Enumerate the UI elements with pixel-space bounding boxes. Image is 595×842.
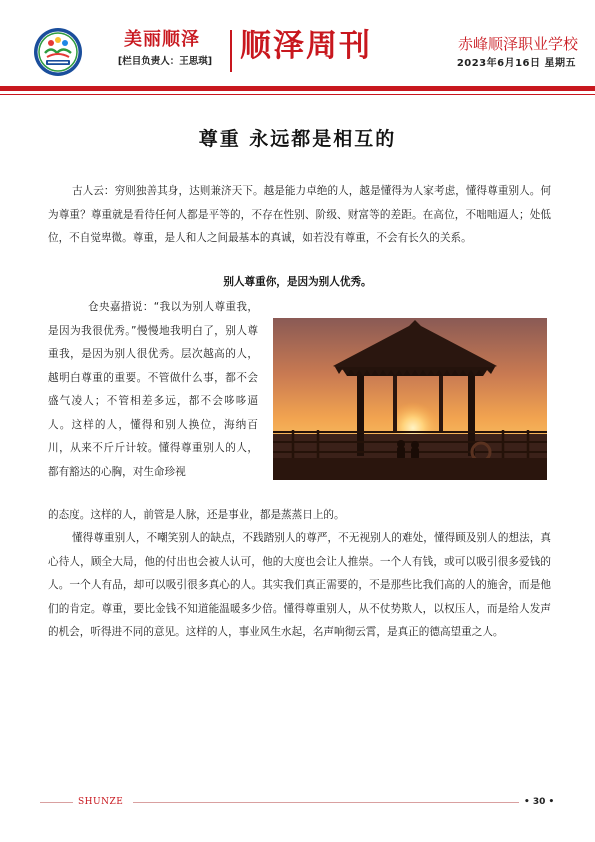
header-rule-thin [0, 94, 595, 95]
header-rule-thick [0, 86, 595, 91]
school-name: 赤峰顺泽职业学校 [457, 35, 578, 53]
article-subheading: 别人尊重你，是因为别人优秀。 [223, 276, 372, 288]
footer-rule-left [40, 802, 73, 803]
article-title: 尊重 永远都是相互的 [198, 128, 397, 150]
paragraph-2: 仓央嘉措说：“我以为别人尊重我，是因为我很优秀。”慢慢地我明白了，别人尊重我，是因为别人很优秀。层次越高的人，越明白尊重的重要。不管做什么事，都不会盛气凌人；不管相差多远，都不会哆哆逼人。这样的人，懂得和别人换位，海纳百川，从来不斤斤计较。懂得尊重别人的人，都有豁达的心胸，对生命珍视 [48, 301, 258, 478]
footer-rule-right [133, 802, 519, 803]
gazebo-sunset-photo [273, 318, 547, 480]
paragraph-1: 古人云：穷则独善其身，达则兼济天下。越是能力卓绝的人，越是懂得为人家考虑，懂得尊重别人。何为尊重？尊重就是看待任何人都是平等的，不存在性别、阶级、财富等的差距。在高位，不咄咄逼人；处低位，不自觉卑微。尊重，是人和人之间最基本的真诚，如若没有尊重，不会有长久的关系。 [48, 185, 551, 244]
column-editor: [栏目负责人：王思琪] [117, 56, 213, 67]
footer-brand: SHUNZE [78, 797, 124, 807]
paragraph-4: 懂得尊重别人，不嘲笑别人的缺点，不践踏别人的尊严，不无视别人的难处，懂得顾及别人的想法，真心待人，顾全大局，他的付出也会被人认可，他的大度也会让人推崇。一个人有钱，或可以吸引很多爱钱的人。一个人有品，却可以吸引很多真心的人。其实我们真正需要的，不是那些比我们高的人的施舍，而是他们的肯定。尊重，要比金钱不知道能温暖多少倍。懂得尊重别人，从不仗势欺人，以权压人，而是给人发声的机会，听得进不同的意见。这样的人，事业风生水起，名声响彻云霄，是真正的德高望重之人。 [48, 532, 551, 638]
header-divider [230, 30, 232, 72]
photo-illustration [273, 318, 547, 480]
school-logo-icon [33, 27, 83, 77]
magazine-title: 顺泽周刊 [240, 28, 372, 64]
issue-date: 2023年6月16日 星期五 [456, 58, 576, 69]
page-header [0, 0, 595, 90]
column-name: 美丽顺泽 [124, 29, 200, 50]
page-number: • 30 • [524, 797, 555, 807]
paragraph-3: 的态度。这样的人，前管是人脉，还是事业，都是蒸蒸日上的。 [48, 509, 345, 521]
